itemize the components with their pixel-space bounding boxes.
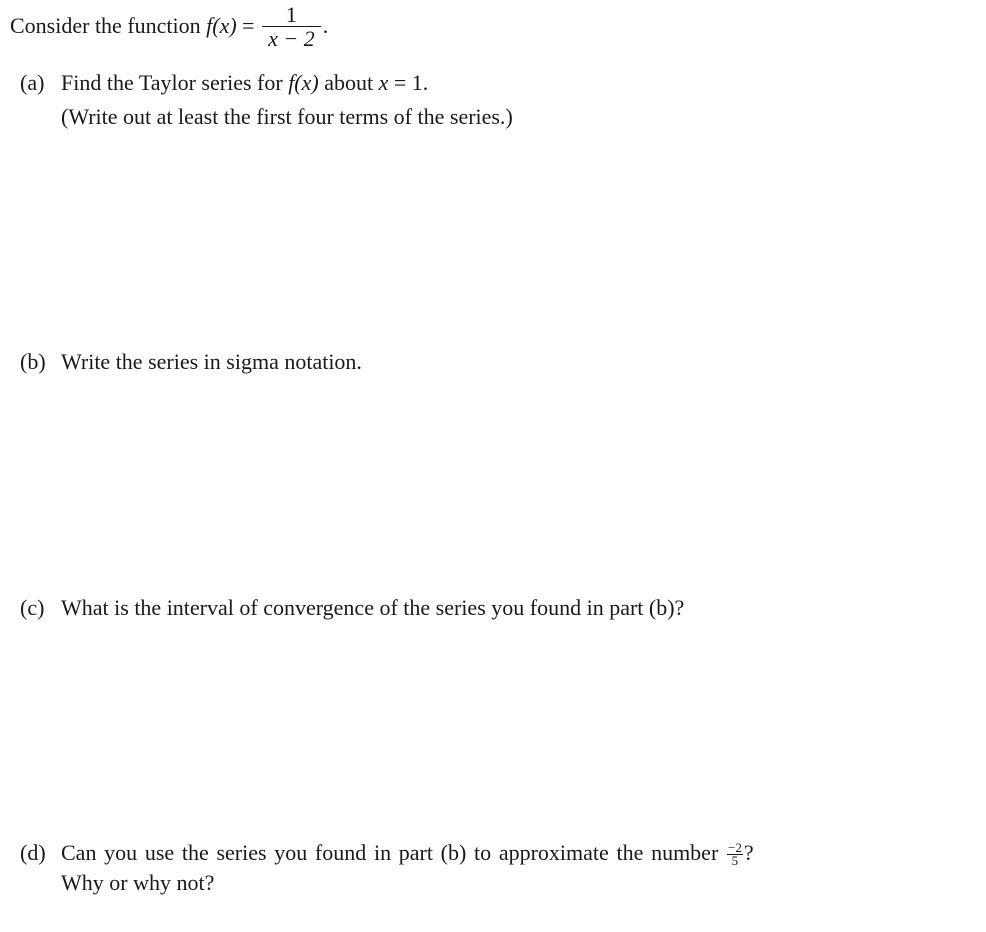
part-d-fraction-denominator: 5 [731, 853, 739, 869]
part-b-label: (b) [20, 349, 46, 374]
part-a-line-2: (Write out at least the first four terms of the series.) [61, 104, 513, 129]
part-d-fraction [727, 842, 743, 867]
problem-intro [10, 4, 328, 51]
fraction-denominator: x − 2 [268, 26, 315, 52]
part-b-line [20, 349, 362, 375]
part-d-line-1 [20, 840, 754, 867]
part-a-label: (a) [20, 70, 45, 95]
part-a-text-middle: about [318, 70, 379, 95]
equals-sign: = [236, 13, 261, 38]
part-d-fraction-numerator: −2 [727, 840, 742, 856]
part-a-fx: f(x) [288, 70, 319, 95]
function-name: f(x) [206, 13, 237, 38]
part-d-label: (d) [20, 840, 46, 865]
intro-prefix: Consider the function [10, 13, 207, 38]
part-a-x-var: x [378, 70, 389, 95]
part-c-line [20, 595, 684, 621]
intro-suffix: . [322, 13, 329, 38]
part-c-text: What is the interval of convergence of the series you found in part (b)? [61, 595, 685, 620]
fraction-numerator: 1 [285, 2, 297, 28]
function-fraction [262, 4, 321, 51]
part-d-suffix: ? [743, 840, 754, 865]
part-a-equals-one: = 1. [388, 70, 429, 95]
part-d-text: Can you use the series you found in part (b) to approximate the number [61, 840, 726, 865]
part-c-label: (c) [20, 595, 45, 620]
part-a-text-before: Find the Taylor series for [61, 70, 289, 95]
part-b-text: Write the series in sigma notation. [61, 349, 362, 374]
part-a-line-1 [20, 70, 428, 96]
part-d-line-2: Why or why not? [61, 870, 215, 895]
